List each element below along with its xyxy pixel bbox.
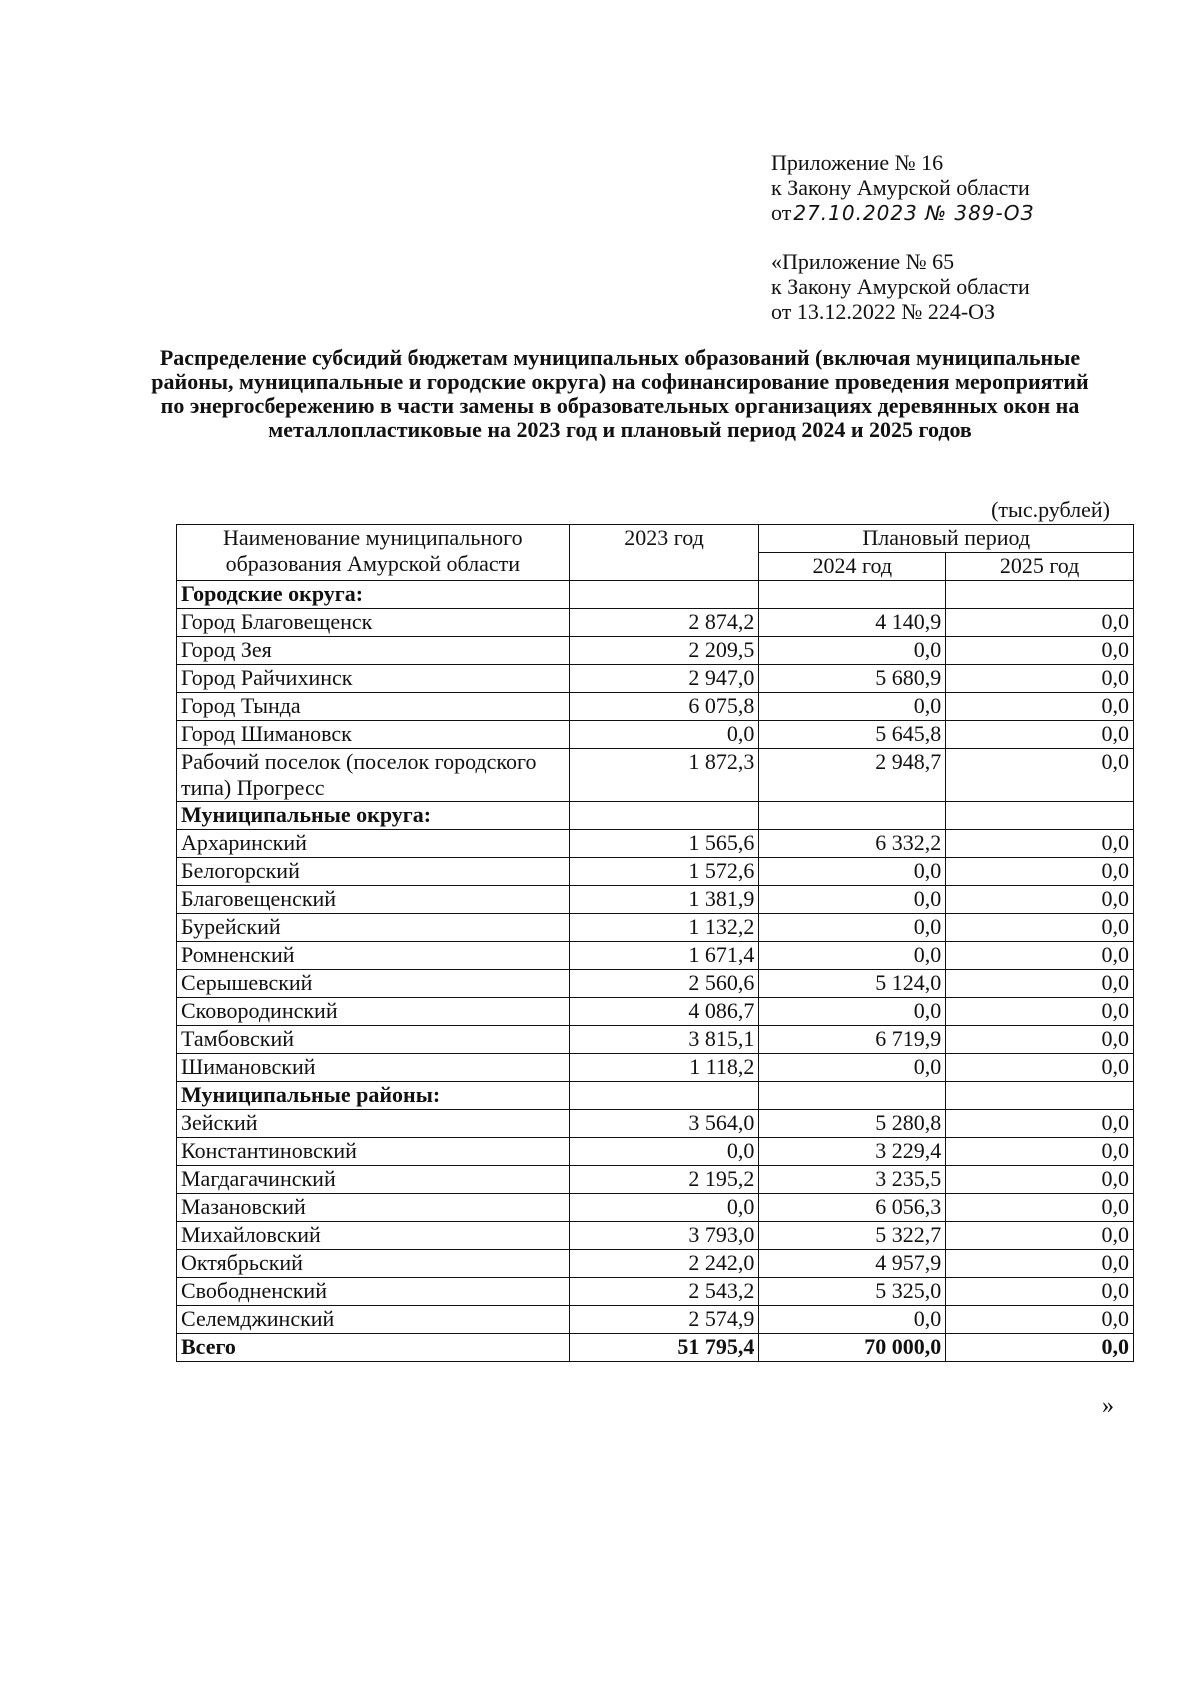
municipality-name: Город Райчихинск [177, 665, 570, 693]
value-2025: 0,0 [946, 970, 1134, 998]
table-row [177, 1166, 1134, 1194]
municipality-name: Архаринский [177, 830, 570, 858]
document-title: Распределение субсидий бюджетам муниципальных образований (включая муниципальные районы, муниципальные и городские округа) на софинансирование проведения мероприятий по энергосбережению в части замены в образовательных организациях деревянных окон на металлопластиковые на 2023 год и плановый период 2024 и 2025 годов [151, 345, 1089, 442]
value-2025: 0,0 [946, 665, 1134, 693]
total-label: Всего [177, 1334, 570, 1362]
table-row [177, 1054, 1134, 1082]
table-row [177, 749, 1134, 802]
municipality-name: Ромненский [177, 942, 570, 970]
value-2023: 3 564,0 [569, 1110, 759, 1138]
value-2025: 0,0 [946, 998, 1134, 1026]
value-2024: 5 325,0 [759, 1278, 946, 1306]
table-row [177, 886, 1134, 914]
group-header-row [177, 1082, 1134, 1110]
table-body [177, 525, 1134, 1362]
table-row [177, 1306, 1134, 1334]
value-2023: 0,0 [569, 1138, 759, 1166]
value-2023: 2 560,6 [569, 970, 759, 998]
value-2024: 6 056,3 [759, 1194, 946, 1222]
value-2023: 1 872,3 [569, 749, 759, 802]
appendix-law-ref: к Закону Амурской области [771, 175, 1030, 200]
table-row [177, 998, 1134, 1026]
header-planned-period: Плановый период [759, 525, 1134, 553]
handwritten-date: 27.10.2023 № 389-ОЗ [793, 201, 1035, 225]
value-2024: 5 680,9 [759, 665, 946, 693]
value-2025: 0,0 [946, 886, 1134, 914]
value-2025: 0,0 [946, 1138, 1134, 1166]
table-row [177, 830, 1134, 858]
table-row [177, 914, 1134, 942]
value-2024: 0,0 [759, 637, 946, 665]
value-2024: 6 332,2 [759, 830, 946, 858]
municipality-name: Город Тында [177, 693, 570, 721]
header-2025: 2025 год [946, 553, 1134, 581]
municipality-name: Константиновский [177, 1138, 570, 1166]
table-row [177, 609, 1134, 637]
value-2023: 1 118,2 [569, 1054, 759, 1082]
value-2025: 0,0 [946, 1278, 1134, 1306]
value-2023: 1 381,9 [569, 886, 759, 914]
value-2024: 0,0 [759, 858, 946, 886]
old-appendix-number: «Приложение № 65 [771, 249, 955, 274]
municipality-name: Рабочий поселок (поселок городского типа) Прогресс [177, 749, 570, 802]
value-2024: 5 322,7 [759, 1222, 946, 1250]
municipality-name: Мазановский [177, 1194, 570, 1222]
value-2025: 0,0 [946, 1166, 1134, 1194]
header-2024: 2024 год [759, 553, 946, 581]
appendix-old-reference [771, 249, 1030, 324]
municipality-name: Город Благовещенск [177, 609, 570, 637]
value-2024: 3 235,5 [759, 1166, 946, 1194]
group-header-row [177, 581, 1134, 609]
closing-quote: » [1102, 1393, 1114, 1419]
value-2025: 0,0 [946, 721, 1134, 749]
table-row [177, 1138, 1134, 1166]
municipality-name: Шимановский [177, 1054, 570, 1082]
empty-cell [569, 581, 759, 609]
table-header-row [177, 525, 1134, 553]
old-appendix-law-ref: к Закону Амурской области [771, 274, 1030, 299]
value-2025: 0,0 [946, 942, 1134, 970]
value-2025: 0,0 [946, 1026, 1134, 1054]
municipality-name: Селемджинский [177, 1306, 570, 1334]
table-row [177, 665, 1134, 693]
date-prefix: от [771, 200, 792, 225]
value-2025: 0,0 [946, 830, 1134, 858]
empty-cell [569, 802, 759, 830]
value-2023: 1 565,6 [569, 830, 759, 858]
value-2025: 0,0 [946, 858, 1134, 886]
appendix-number: Приложение № 16 [771, 150, 944, 175]
municipality-name: Город Зея [177, 637, 570, 665]
municipality-name: Магдагачинский [177, 1166, 570, 1194]
value-2023: 1 572,6 [569, 858, 759, 886]
value-2025: 0,0 [946, 1054, 1134, 1082]
value-2023: 0,0 [569, 721, 759, 749]
value-2023: 1 671,4 [569, 942, 759, 970]
value-2024: 5 124,0 [759, 970, 946, 998]
value-2024: 0,0 [759, 998, 946, 1026]
empty-cell [759, 802, 946, 830]
group-header-row [177, 802, 1134, 830]
municipality-name: Зейский [177, 1110, 570, 1138]
value-2025: 0,0 [946, 1194, 1134, 1222]
table-row [177, 1278, 1134, 1306]
total-row [177, 1334, 1134, 1362]
value-2024: 4 957,9 [759, 1250, 946, 1278]
table-row [177, 1026, 1134, 1054]
value-2025: 0,0 [946, 609, 1134, 637]
empty-cell [759, 1082, 946, 1110]
total-2025: 0,0 [946, 1334, 1134, 1362]
table-row [177, 1222, 1134, 1250]
total-2024: 70 000,0 [759, 1334, 946, 1362]
value-2024: 2 948,7 [759, 749, 946, 802]
value-2024: 0,0 [759, 693, 946, 721]
value-2023: 3 815,1 [569, 1026, 759, 1054]
units-label: (тыс.рублей) [991, 497, 1110, 522]
table-row [177, 858, 1134, 886]
municipality-name: Свободненский [177, 1278, 570, 1306]
total-2023: 51 795,4 [569, 1334, 759, 1362]
group-title: Муниципальные округа: [177, 802, 570, 830]
group-title: Муниципальные районы: [177, 1082, 570, 1110]
table-row [177, 1250, 1134, 1278]
table-row [177, 637, 1134, 665]
table-row [177, 1194, 1134, 1222]
subsidy-table [176, 524, 1134, 1362]
value-2025: 0,0 [946, 749, 1134, 802]
value-2024: 6 719,9 [759, 1026, 946, 1054]
empty-cell [946, 1082, 1134, 1110]
value-2025: 0,0 [946, 693, 1134, 721]
value-2023: 2 209,5 [569, 637, 759, 665]
table-row [177, 693, 1134, 721]
old-appendix-date: от 13.12.2022 № 224-ОЗ [771, 299, 996, 324]
table-row [177, 942, 1134, 970]
value-2024: 0,0 [759, 942, 946, 970]
municipality-name: Город Шимановск [177, 721, 570, 749]
value-2025: 0,0 [946, 1110, 1134, 1138]
value-2025: 0,0 [946, 914, 1134, 942]
municipality-name: Тамбовский [177, 1026, 570, 1054]
header-name: Наименование муниципального образования Амурской области [177, 525, 570, 581]
value-2023: 2 543,2 [569, 1278, 759, 1306]
appendix-new-reference [771, 150, 1034, 226]
value-2023: 2 947,0 [569, 665, 759, 693]
value-2025: 0,0 [946, 1250, 1134, 1278]
value-2023: 6 075,8 [569, 693, 759, 721]
value-2023: 4 086,7 [569, 998, 759, 1026]
value-2024: 3 229,4 [759, 1138, 946, 1166]
value-2023: 2 874,2 [569, 609, 759, 637]
value-2023: 2 195,2 [569, 1166, 759, 1194]
municipality-name: Октябрьский [177, 1250, 570, 1278]
table-row [177, 970, 1134, 998]
value-2025: 0,0 [946, 1306, 1134, 1334]
municipality-name: Бурейский [177, 914, 570, 942]
value-2023: 1 132,2 [569, 914, 759, 942]
municipality-name: Сковородинский [177, 998, 570, 1026]
group-title: Городские округа: [177, 581, 570, 609]
value-2023: 0,0 [569, 1194, 759, 1222]
value-2024: 0,0 [759, 1054, 946, 1082]
municipality-name: Серышевский [177, 970, 570, 998]
value-2025: 0,0 [946, 637, 1134, 665]
value-2024: 0,0 [759, 1306, 946, 1334]
value-2025: 0,0 [946, 1222, 1134, 1250]
table-row [177, 1110, 1134, 1138]
municipality-name: Белогорский [177, 858, 570, 886]
empty-cell [946, 802, 1134, 830]
value-2023: 2 574,9 [569, 1306, 759, 1334]
empty-cell [569, 1082, 759, 1110]
value-2024: 5 645,8 [759, 721, 946, 749]
municipality-name: Михайловский [177, 1222, 570, 1250]
empty-cell [946, 581, 1134, 609]
value-2024: 5 280,8 [759, 1110, 946, 1138]
value-2023: 2 242,0 [569, 1250, 759, 1278]
municipality-name: Благовещенский [177, 886, 570, 914]
value-2024: 0,0 [759, 914, 946, 942]
value-2024: 0,0 [759, 886, 946, 914]
value-2024: 4 140,9 [759, 609, 946, 637]
table-row [177, 721, 1134, 749]
empty-cell [759, 581, 946, 609]
appendix-date-line [771, 200, 1034, 226]
value-2023: 3 793,0 [569, 1222, 759, 1250]
header-2023: 2023 год [569, 525, 759, 581]
